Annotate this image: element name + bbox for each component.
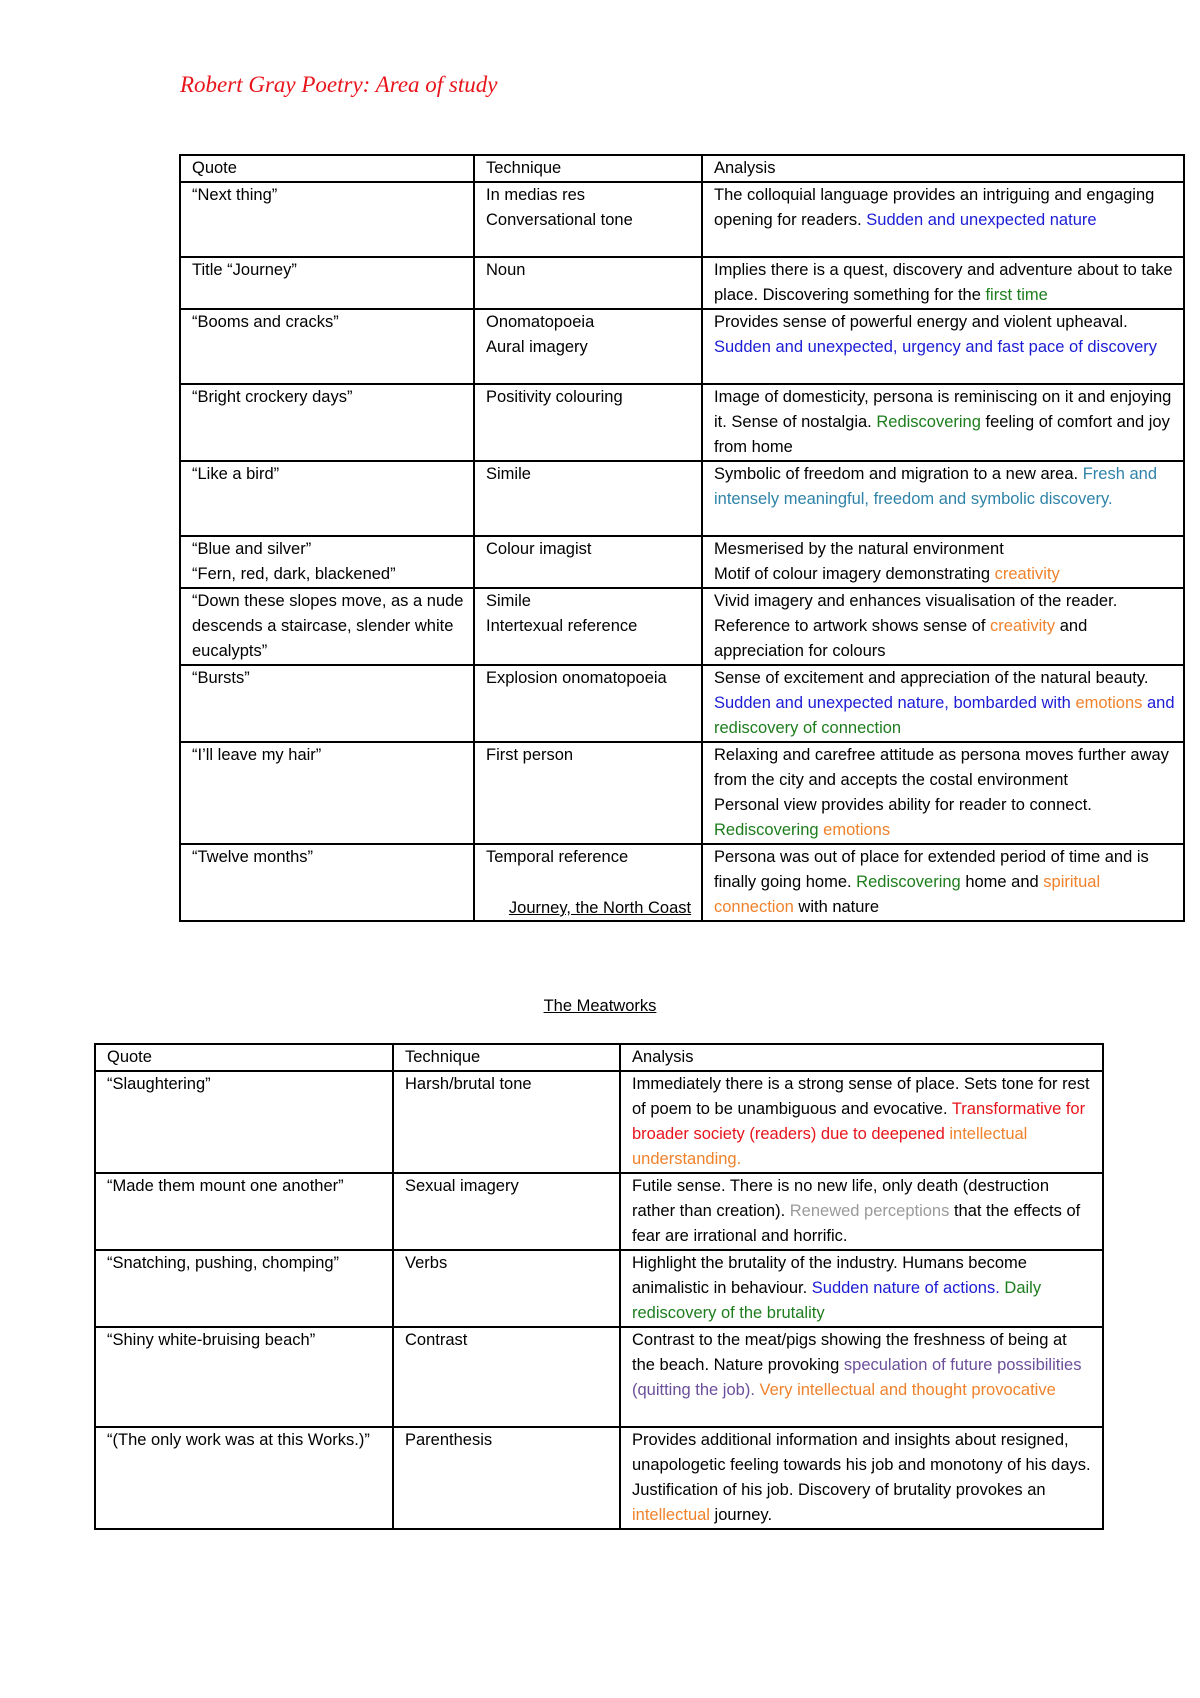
technique-text: Simile: [486, 465, 531, 483]
technique-text: Conversational tone: [486, 211, 633, 229]
analysis-text: Fresh and intensely meaningful, freedom and symbolic discovery.: [714, 465, 1157, 508]
table-header-row: [95, 1044, 1103, 1071]
analysis-text: Sudden and unexpected nature, bombarded with: [714, 694, 1076, 712]
analysis-text: Sudden nature of actions.: [811, 1279, 1000, 1297]
technique-cell: [474, 461, 702, 536]
quote-text: Title “Journey”: [192, 261, 297, 279]
quote-text: “Twelve months”: [192, 848, 314, 866]
technique-cell: [393, 1071, 620, 1173]
table-row: [180, 665, 1184, 742]
technique-text: Explosion onomatopoeia: [486, 669, 667, 687]
analysis-text: rediscovery of connection: [714, 719, 902, 737]
journey-caption: Journey, the North Coast: [508, 899, 692, 917]
technique-text: Positivity colouring: [486, 388, 623, 406]
technique-text: Aural imagery: [486, 338, 588, 356]
analysis-text: Persona was out of place for extended period of time and is finally going home.: [714, 848, 1149, 891]
technique-text: Sexual imagery: [405, 1177, 519, 1195]
technique-cell: [474, 588, 702, 665]
analysis-cell: [620, 1071, 1103, 1173]
analysis-text: Mesmerised by the natural environment: [714, 540, 1004, 558]
header-technique: Technique: [393, 1044, 620, 1071]
quote-cell: [95, 1071, 393, 1173]
analysis-text: Personal view provides ability for reader to connect.: [714, 796, 1092, 814]
analysis-text: feeling of comfort and joy from home: [714, 413, 1170, 456]
header-analysis: Analysis: [620, 1044, 1103, 1071]
analysis-text: Contrast to the meat/pigs showing the freshness of being at the beach. Nature provoking: [632, 1331, 1067, 1374]
analysis-text: and: [1142, 694, 1175, 712]
analysis-text: emotions: [818, 821, 891, 839]
table-row: [180, 742, 1184, 844]
analysis-cell: [620, 1427, 1103, 1529]
technique-text: Simile: [486, 592, 531, 610]
analysis-text: Rediscovering: [856, 873, 961, 891]
analysis-text: Sense of excitement and appreciation of the natural beauty.: [714, 669, 1149, 687]
header-technique: Technique: [474, 155, 702, 182]
analysis-text: Rediscovering: [876, 413, 981, 431]
table-row: [95, 1427, 1103, 1529]
technique-text: In medias res: [486, 186, 586, 204]
analysis-cell: [702, 257, 1184, 309]
quote-cell: [180, 257, 474, 309]
meatworks-table-body: [95, 1071, 1103, 1529]
analysis-text: Rediscovering: [714, 821, 819, 839]
analysis-text: Sudden and unexpected, urgency and fast pace of discovery: [714, 338, 1158, 356]
technique-cell: [393, 1173, 620, 1250]
analysis-text: that the effects of fear are irrational and horrific.: [632, 1202, 1081, 1245]
quote-cell: [180, 182, 474, 257]
analysis-text: creativity: [990, 617, 1056, 635]
table-row: [180, 257, 1184, 309]
analysis-cell: [702, 309, 1184, 384]
technique-cell: [474, 309, 702, 384]
analysis-cell: [620, 1327, 1103, 1427]
analysis-text: Immediately there is a strong sense of place. Sets tone for rest of poem to be unambiguous and evocative.: [632, 1075, 1090, 1118]
analysis-text: Vivid imagery and enhances visualisation of the reader. Reference to artwork shows sense of: [714, 592, 1118, 635]
technique-cell: [474, 257, 702, 309]
technique-cell: [393, 1427, 620, 1529]
analysis-text: and appreciation for colours: [714, 617, 1088, 660]
technique-text: Colour imagist: [486, 540, 592, 558]
quote-cell: [95, 1327, 393, 1427]
quote-text: “Fern, red, dark, blackened”: [192, 565, 396, 583]
quote-text: “Down these slopes move, as a nude descends a staircase, slender white eucalypts”: [192, 592, 464, 660]
quote-text: “Slaughtering”: [107, 1075, 211, 1093]
table-row: [180, 182, 1184, 257]
quote-cell: [180, 309, 474, 384]
analysis-text: Motif of colour imagery demonstrating: [714, 565, 995, 583]
technique-cell: [474, 665, 702, 742]
analysis-text: Daily rediscovery of the brutality: [632, 1279, 1042, 1322]
analysis-text: intellectual: [632, 1506, 710, 1524]
table-row: [180, 309, 1184, 384]
quote-cell: [95, 1250, 393, 1327]
quote-text: “Like a bird”: [192, 465, 280, 483]
quote-text: “Snatching, pushing, chomping”: [107, 1254, 340, 1272]
analysis-cell: [702, 182, 1184, 257]
journey-table: [179, 154, 1185, 922]
quote-text: “(The only work was at this Works.)”: [107, 1431, 370, 1449]
quote-text: “I’ll leave my hair”: [192, 746, 322, 764]
analysis-cell: [702, 742, 1184, 844]
analysis-text: journey.: [709, 1506, 773, 1524]
quote-text: “Made them mount one another”: [107, 1177, 344, 1195]
analysis-text: home and: [960, 873, 1044, 891]
analysis-text: Highlight the brutality of the industry. Humans become animalistic in behaviour.: [632, 1254, 1027, 1297]
technique-cell: [474, 182, 702, 257]
analysis-text: Implies there is a quest, discovery and adventure about to take place. Discovering something for the: [714, 261, 1173, 304]
technique-cell: [474, 384, 702, 461]
technique-cell: [393, 1250, 620, 1327]
analysis-text: spiritual connection: [714, 873, 1101, 916]
analysis-text: Provides additional information and insights about resigned, unapologetic feeling towards his job and monotony of his days. Justification of his job. Discovery of brutality provokes an: [632, 1431, 1091, 1499]
meatworks-table: [94, 1043, 1104, 1530]
quote-text: “Shiny white-bruising beach”: [107, 1331, 316, 1349]
analysis-text: Futile sense. There is no new life, only death (destruction rather than creation).: [632, 1177, 1050, 1220]
analysis-cell: [702, 665, 1184, 742]
technique-text: Verbs: [405, 1254, 448, 1272]
quote-text: “Bursts”: [192, 669, 250, 687]
analysis-text: Provides sense of powerful energy and violent upheaval.: [714, 313, 1128, 331]
quote-cell: [180, 384, 474, 461]
analysis-text: with nature: [793, 898, 880, 916]
analysis-text: first time: [985, 286, 1048, 304]
table-row: [180, 536, 1184, 588]
journey-table-body: [180, 182, 1184, 921]
analysis-text: emotions: [1075, 694, 1143, 712]
quote-cell: [180, 588, 474, 665]
analysis-text: The colloquial language provides an intriguing and engaging opening for readers.: [714, 186, 1155, 229]
quote-cell: [180, 461, 474, 536]
analysis-cell: [702, 461, 1184, 536]
table-row: [95, 1173, 1103, 1250]
quote-cell: [180, 536, 474, 588]
quote-text: “Next thing”: [192, 186, 278, 204]
analysis-text: Renewed perceptions: [789, 1202, 950, 1220]
table-header-row: [180, 155, 1184, 182]
table-row: [180, 588, 1184, 665]
analysis-text: creativity: [994, 565, 1060, 583]
quote-cell: [180, 742, 474, 844]
quote-text: “Bright crockery days”: [192, 388, 353, 406]
table-row: [95, 1327, 1103, 1427]
technique-cell: [474, 536, 702, 588]
quote-text: “Booms and cracks”: [192, 313, 339, 331]
table-row: [95, 1250, 1103, 1327]
header-analysis: Analysis: [702, 155, 1184, 182]
meatworks-heading: The Meatworks: [543, 997, 657, 1015]
analysis-text: Relaxing and carefree attitude as persona moves further away from the city and accepts the costal environment: [714, 746, 1169, 789]
analysis-cell: [702, 384, 1184, 461]
technique-text: First person: [486, 746, 574, 764]
technique-text: Onomatopoeia: [486, 313, 595, 331]
header-quote: Quote: [180, 155, 474, 182]
analysis-text: Very intellectual and thought provocative: [754, 1381, 1056, 1399]
analysis-cell: [620, 1173, 1103, 1250]
analysis-text: speculation of future possibilities (quitting the job).: [632, 1356, 1082, 1399]
analysis-cell: [620, 1250, 1103, 1327]
quote-cell: [180, 665, 474, 742]
analysis-text: Symbolic of freedom and migration to a new area.: [714, 465, 1083, 483]
quote-cell: [95, 1427, 393, 1529]
table-row: [95, 1071, 1103, 1173]
technique-text: Parenthesis: [405, 1431, 493, 1449]
table-row: [180, 461, 1184, 536]
analysis-cell: [702, 536, 1184, 588]
quote-text: “Blue and silver”: [192, 540, 312, 558]
quote-cell: [95, 1173, 393, 1250]
technique-text: Noun: [486, 261, 526, 279]
technique-cell: [474, 742, 702, 844]
technique-text: Harsh/brutal tone: [405, 1075, 532, 1093]
technique-text: Intertexual reference: [486, 617, 638, 635]
technique-cell: [393, 1327, 620, 1427]
technique-text: Contrast: [405, 1331, 468, 1349]
analysis-cell: [702, 588, 1184, 665]
analysis-text: Transformative for broader society (readers) due to deepened: [632, 1100, 1086, 1143]
header-quote: Quote: [95, 1044, 393, 1071]
analysis-text: intellectual understanding.: [632, 1125, 1028, 1168]
analysis-text: Image of domesticity, persona is reminiscing on it and enjoying it. Sense of nostalgia.: [714, 388, 1172, 431]
technique-text: Temporal reference: [486, 848, 629, 866]
page-title: Robert Gray Poetry: Area of study: [180, 72, 498, 97]
analysis-text: Sudden and unexpected nature: [866, 211, 1097, 229]
table-row: [180, 384, 1184, 461]
